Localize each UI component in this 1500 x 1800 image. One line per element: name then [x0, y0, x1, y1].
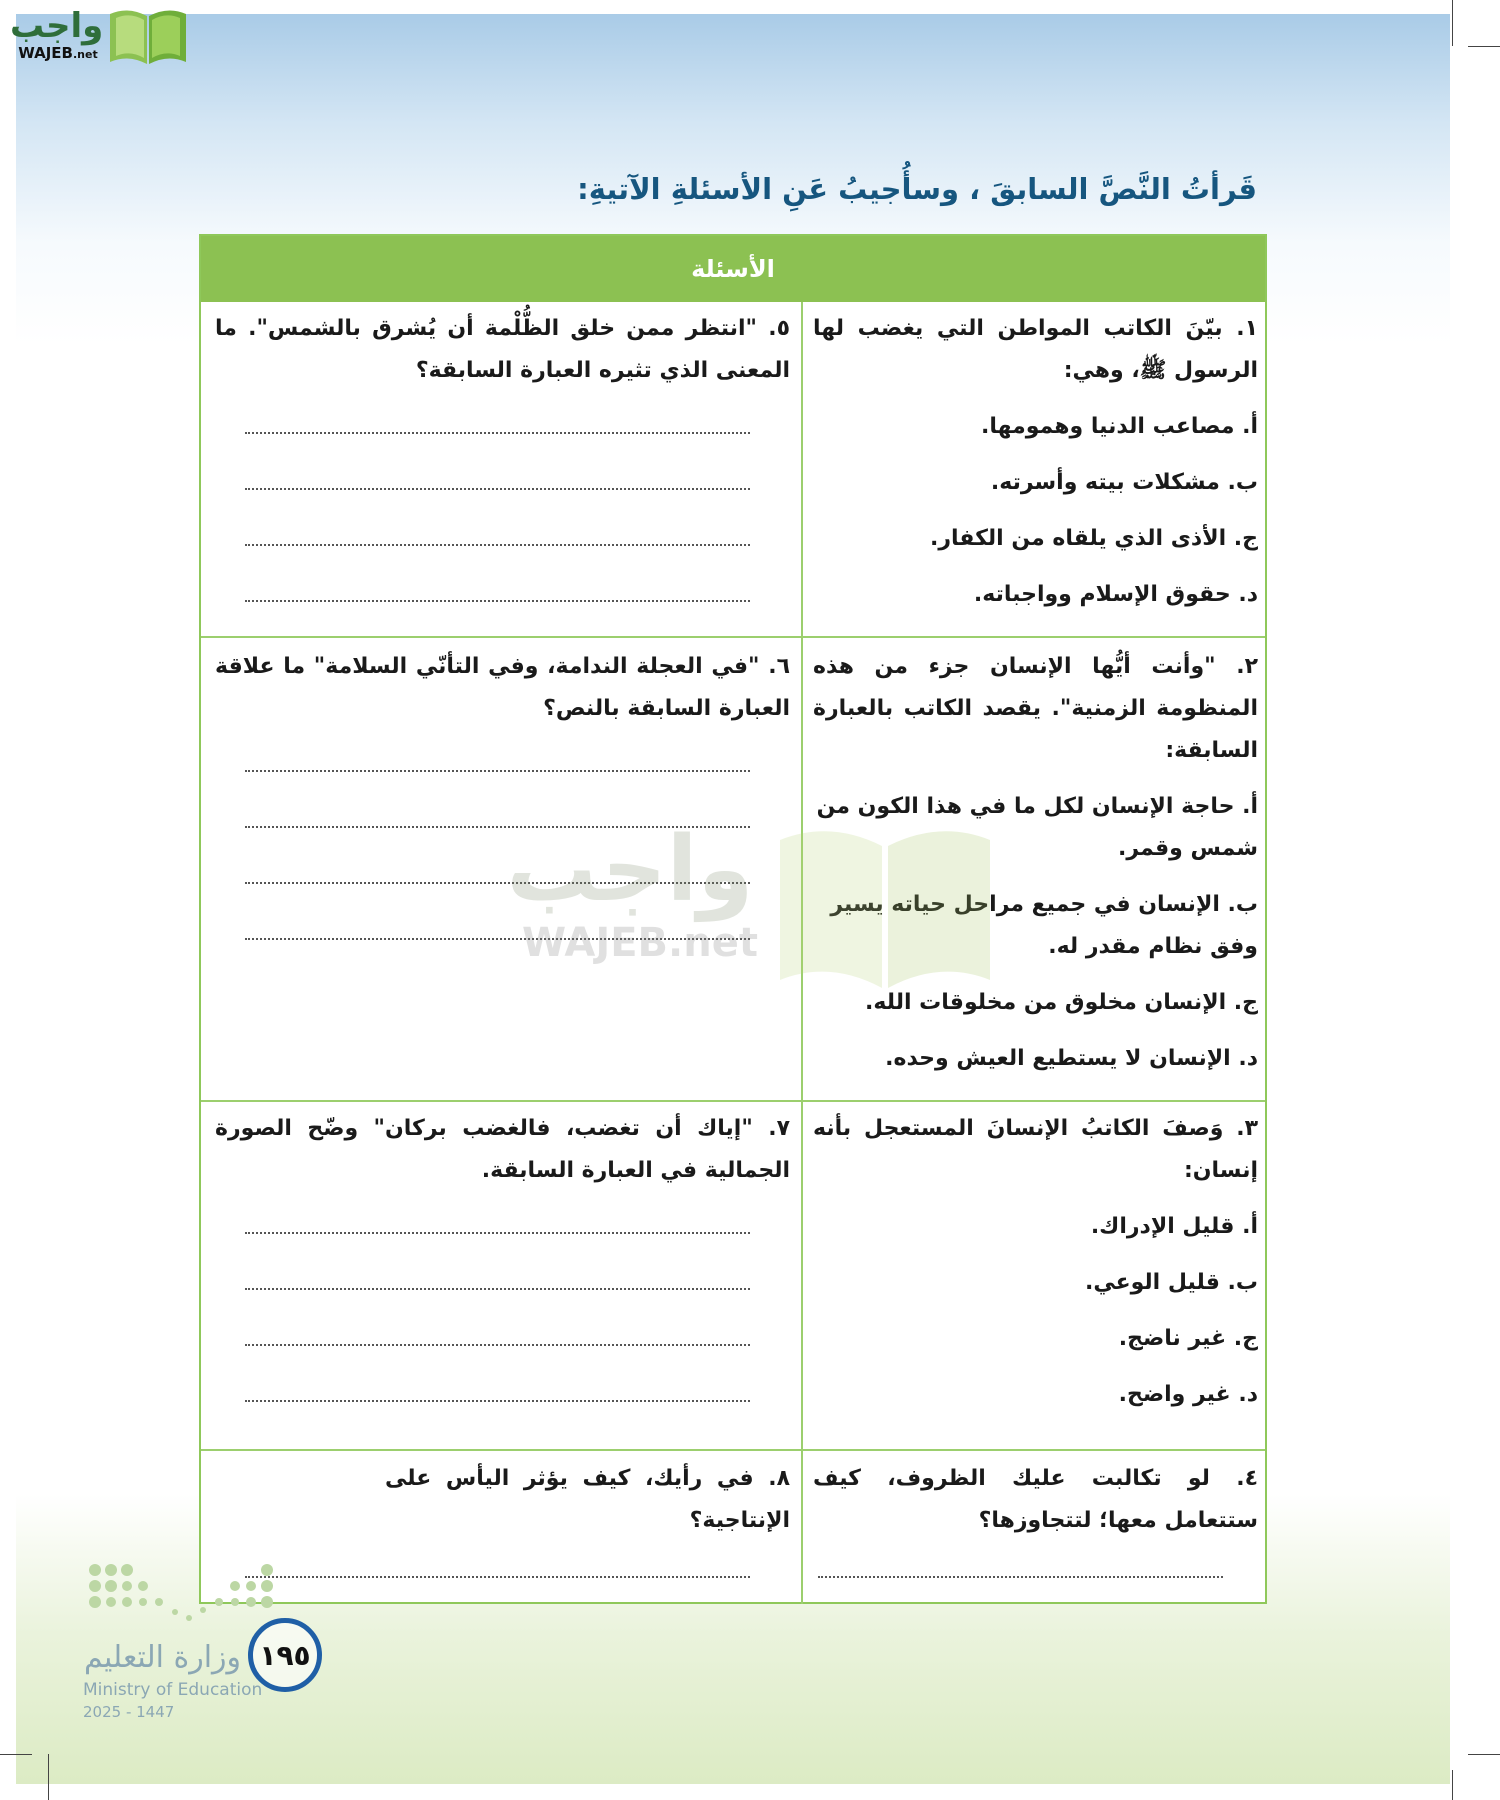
option-d[interactable]: د. الإنسان لا يستطيع العيش وحده.: [885, 1046, 1258, 1071]
crop-mark: [1468, 1754, 1500, 1755]
answer-line[interactable]: [818, 1576, 1223, 1578]
question-text: ٤. لو تكالبت عليك الظروف، كيف ستتعامل معها؛ لتتجاوزها؟: [813, 1466, 1258, 1533]
crop-mark: [1468, 46, 1500, 47]
crop-mark: [1452, 0, 1453, 46]
question-6-cell: [215, 646, 790, 940]
option-b[interactable]: ب. مشكلات بيته وأسرته.: [990, 470, 1258, 495]
answer-line[interactable]: [245, 938, 750, 940]
answer-line[interactable]: [245, 432, 750, 434]
option-c[interactable]: ج. غير ناضج.: [1118, 1326, 1258, 1351]
answer-line[interactable]: [245, 488, 750, 490]
question-2-cell: [813, 646, 1258, 1080]
answer-line[interactable]: [245, 826, 750, 828]
page-heading: قَرأتُ النَّصَّ السابقَ ، وسأُجيبُ عَنِ الأسئلةِ الآتيةِ:: [577, 172, 1257, 206]
option-c[interactable]: ج. الأذى الذي يلقاه من الكفار.: [929, 526, 1258, 551]
option-b[interactable]: ب. قليل الوعي.: [1084, 1270, 1258, 1295]
question-text: ٢. "وأنت أيُّها الإنسان جزء من هذه المنظومة الزمنية". يقصد الكاتب بالعبارة السابقة:: [813, 654, 1258, 763]
answer-line[interactable]: [245, 1232, 750, 1234]
ministry-dots-icon: [85, 1560, 285, 1630]
question-text: ٧. "إياك أن تغضب، فالغضب بركان" وضّح الصورة الجمالية في العبارة السابقة.: [215, 1116, 790, 1183]
option-b[interactable]: ب. الإنسان في جميع مراحل حياته يسير وفق نظام مقدر له.: [830, 892, 1258, 959]
wajeb-logo[interactable]: [10, 6, 190, 68]
question-text: ٣. وَصفَ الكاتبُ الإنسانَ المستعجل بأنه إنسان:: [813, 1116, 1258, 1183]
book-icon: [106, 6, 190, 66]
question-4-cell: [813, 1458, 1258, 1578]
watermark-domain: WAJEB.net: [522, 920, 758, 966]
column-divider: [801, 302, 803, 1604]
crop-mark: [48, 1754, 49, 1800]
row-divider: [201, 1100, 1265, 1102]
question-7-cell: [215, 1108, 790, 1402]
table-header: الأسئلة: [201, 236, 1265, 302]
questions-table: [199, 234, 1267, 1604]
question-text: ١. بيّنَ الكاتب المواطن التي يغضب لها الرسول ﷺ، وهي:: [813, 316, 1258, 383]
ministry-name-arabic: وزارة التعليم: [84, 1640, 242, 1675]
question-3-cell: [813, 1108, 1258, 1416]
answer-line[interactable]: [245, 1344, 750, 1346]
option-a[interactable]: أ. مصاعب الدنيا وهمومها.: [981, 414, 1258, 439]
question-1-cell: [813, 308, 1258, 616]
option-c[interactable]: ج. الإنسان مخلوق من مخلوقات الله.: [865, 990, 1258, 1015]
row-divider: [201, 1449, 1265, 1451]
crop-mark: [1452, 1770, 1453, 1800]
answer-line[interactable]: [245, 770, 750, 772]
option-a[interactable]: أ. قليل الإدراك.: [1090, 1214, 1258, 1239]
answer-line[interactable]: [245, 882, 750, 884]
question-5-cell: [215, 308, 790, 602]
crop-mark: [0, 1754, 32, 1755]
ministry-year: 2025 - 1447: [83, 1703, 175, 1721]
question-text: ٨. في رأيك، كيف يؤثر اليأس على الإنتاجية؟: [385, 1466, 790, 1533]
question-text: ٦. "في العجلة الندامة، وفي التأنّي السلامة" ما علاقة العبارة السابقة بالنص؟: [215, 654, 790, 721]
ministry-name-english: Ministry of Education: [83, 1680, 263, 1700]
question-text: ٥. "انتظر ممن خلق الظُّلْمة أن يُشرق بالشمس". ما المعنى الذي تثيره العبارة السابقة؟: [215, 316, 790, 383]
page-number: ١٩٥: [248, 1618, 322, 1692]
logo-domain: WAJEB.net: [18, 44, 98, 62]
answer-line[interactable]: [245, 1288, 750, 1290]
answer-line[interactable]: [245, 544, 750, 546]
answer-line[interactable]: [245, 1400, 750, 1402]
row-divider: [201, 636, 1265, 638]
answer-line[interactable]: [245, 600, 750, 602]
watermark-arabic: واجب: [506, 817, 754, 922]
option-d[interactable]: د. حقوق الإسلام وواجباته.: [973, 582, 1258, 607]
logo-arabic: واجب: [10, 6, 104, 46]
option-d[interactable]: د. غير واضح.: [1118, 1382, 1258, 1407]
option-a[interactable]: أ. حاجة الإنسان لكل ما في هذا الكون من شمس وقمر.: [816, 794, 1258, 861]
